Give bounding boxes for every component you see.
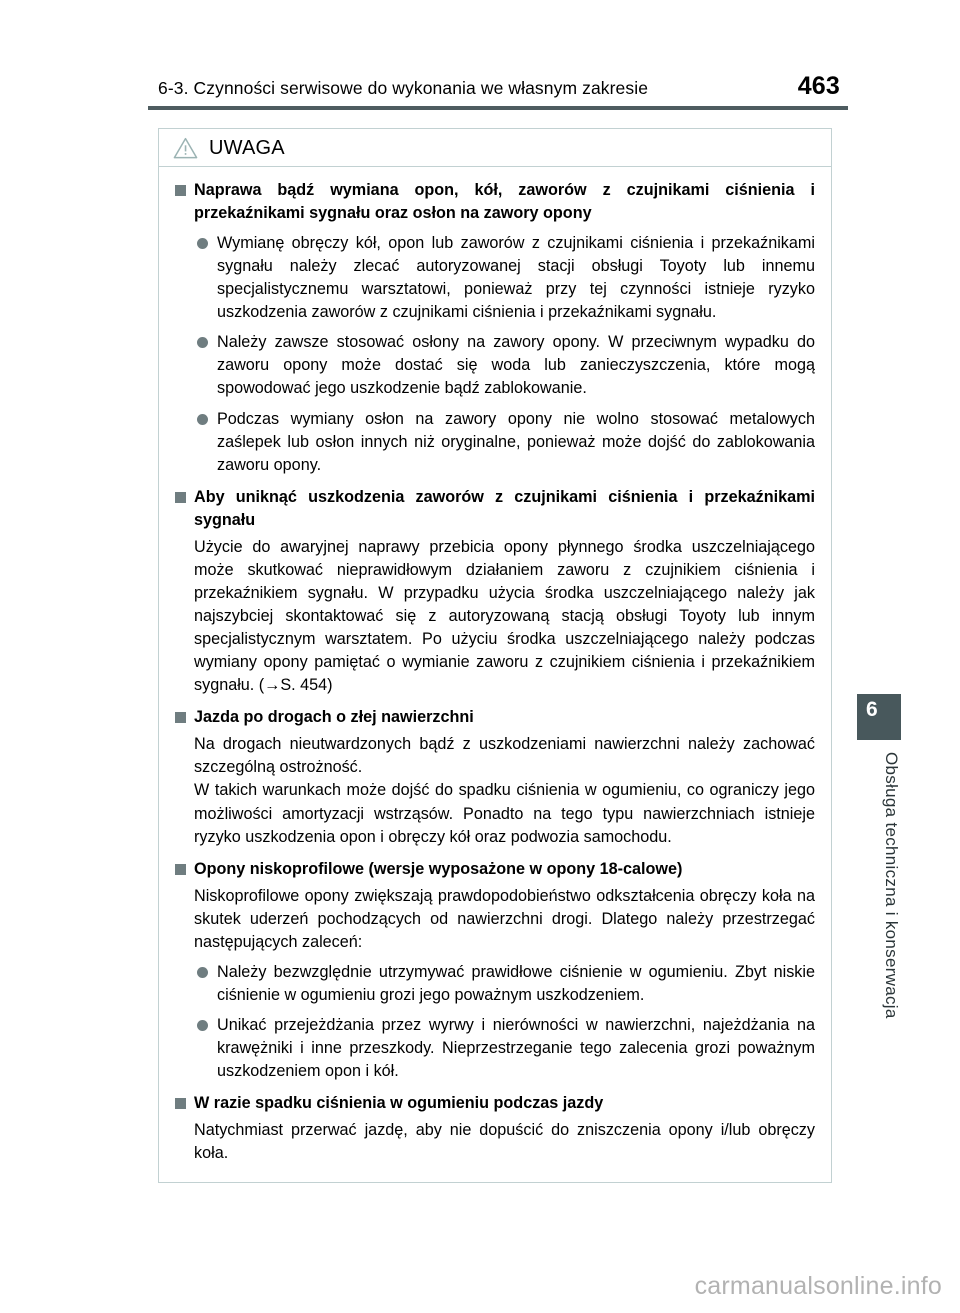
warning-box-body <box>159 167 831 1182</box>
footer-watermark: carmanualsonline.info <box>694 1272 942 1300</box>
round-bullet-icon <box>197 337 208 348</box>
page-header <box>158 72 840 101</box>
section-heading <box>175 858 815 881</box>
chapter-label-vertical: Obsługa techniczna i konserwacja <box>882 752 901 1019</box>
section-heading-text: Opony niskoprofilowe (wersje wyposażone w opony 18-calowe) <box>194 859 683 878</box>
section-heading-text: Jazda po drogach o złej nawierzchni <box>194 708 474 727</box>
bullet-item-text: Wymianę obręczy kół, opon lub zaworów z czujnikami ciśnienia i przekaźnikami sygnału należy zlecać autoryzowanej stacji obsługi Toyoty lub innemu specjalistycznemu warsztatowi, ponieważ przy tej czynności istnieje ryzyko uszkodzenia zaworów z czujnikami ciśnienia i przekaźnikami sygnału. <box>217 234 815 322</box>
bullet-item <box>197 232 815 324</box>
square-bullet-icon <box>175 1098 186 1109</box>
bullet-item-text: Należy zawsze stosować osłony na zawory opony. W przeciwnym wypadku do zaworu opony może dostać się woda lub zanieczyszczenia, które mogą spowodować jego uszkodzenie bądź zablokowanie. <box>217 333 815 398</box>
body-paragraph: Na drogach nieutwardzonych bądź z uszkodzeniami nawierzchni należy zachować szczególną ostrożność. <box>194 735 815 777</box>
warning-box-titlebar <box>159 129 831 167</box>
round-bullet-icon <box>197 238 208 249</box>
bullet-item-text: Unikać przejeżdżania przez wyrwy i nierówności w nawierzchni, najeżdżania na krawężniki i inne przeszkody. Nieprzestrzeganie tego zalecenia grozi poważnym uszkodzeniem opon i kół. <box>217 1016 815 1081</box>
section-heading-text: Naprawa bądź wymiana opon, kół, zaworów z czujnikami ciśnienia i przekaźnikami sygnału oraz osłon na zawory opony <box>194 181 815 222</box>
square-bullet-icon <box>175 492 186 503</box>
page-number: 463 <box>797 72 840 100</box>
section-heading-text: Aby uniknąć uszkodzenia zaworów z czujnikami ciśnienia i przekaźnikami sygnału <box>194 487 815 529</box>
body-paragraph: W takich warunkach może dojść do spadku ciśnienia w ogumieniu, co ograniczy jego możliwości amortyzacji wstrząsów. Ponadto na tego typu nawierzchniach istnieje ryzyko uszkodzenia opon i obręczy kół oraz podwozia samochodu. <box>194 781 815 846</box>
section-heading <box>175 179 815 225</box>
bullet-item <box>197 1014 815 1083</box>
square-bullet-icon <box>175 185 186 196</box>
header-divider-rule <box>148 106 848 110</box>
warning-box <box>158 128 832 1183</box>
section-heading <box>175 706 815 729</box>
bullet-item <box>197 408 815 477</box>
bullet-item <box>197 331 815 400</box>
section-heading-text: W razie spadku ciśnienia w ogumieniu podczas jazdy <box>194 1094 604 1113</box>
bullet-item-text: Podczas wymiany osłon na zawory opony nie wolno stosować metalowych zaślepek lub osłon innych niż oryginalne, ponieważ może dojść do zablokowania zaworu opony. <box>217 409 815 474</box>
round-bullet-icon <box>197 1020 208 1031</box>
bullet-item <box>197 961 815 1007</box>
round-bullet-icon <box>197 967 208 978</box>
section-heading <box>175 486 815 532</box>
section-heading <box>175 1092 815 1115</box>
body-paragraph: Użycie do awaryjnej naprawy przebicia opony płynnego środka uszczelniającego może skutkować nieprawidłowym działaniem zaworu z czujnikiem ciśnienia i przekaźnikiem sygnału. W przypadku użycia środka uszczelniającego należy jak najszybciej skontaktować się z autoryzowaną stacją obsługi Toyoty lub innym specjalistycznym warsztatem. Po użyciu środka uszczelniającego należy podczas wymiany opony pamiętać o wymianie zaworu z czujnikiem ciśnienia i przekaźnikiem sygnału. (→S. 454) <box>194 537 815 695</box>
square-bullet-icon <box>175 712 186 723</box>
chapter-number-tab <box>857 694 901 740</box>
warning-triangle-icon <box>173 137 198 159</box>
warning-box-title: UWAGA <box>209 136 285 159</box>
chapter-number: 6 <box>866 698 878 721</box>
body-paragraph: Niskoprofilowe opony zwiększają prawdopodobieństwo odkształcenia obręczy koła na skutek uderzeń pochodzących od nawierzchni drogi. Dlatego należy przestrzegać następujących zaleceń: <box>194 886 815 951</box>
section-title: 6-3. Czynności serwisowe do wykonania we własnym zakresie <box>158 78 649 98</box>
bullet-item-text: Należy bezwzględnie utrzymywać prawidłowe ciśnienie w ogumieniu. Zbyt niskie ciśnienie w ogumieniu grozi jego poważnym uszkodzeniem. <box>217 962 815 1005</box>
square-bullet-icon <box>175 864 186 875</box>
body-paragraph: Natychmiast przerwać jazdę, aby nie dopuścić do zniszczenia opony i/lub obręczy koła. <box>194 1121 815 1163</box>
round-bullet-icon <box>197 414 208 425</box>
